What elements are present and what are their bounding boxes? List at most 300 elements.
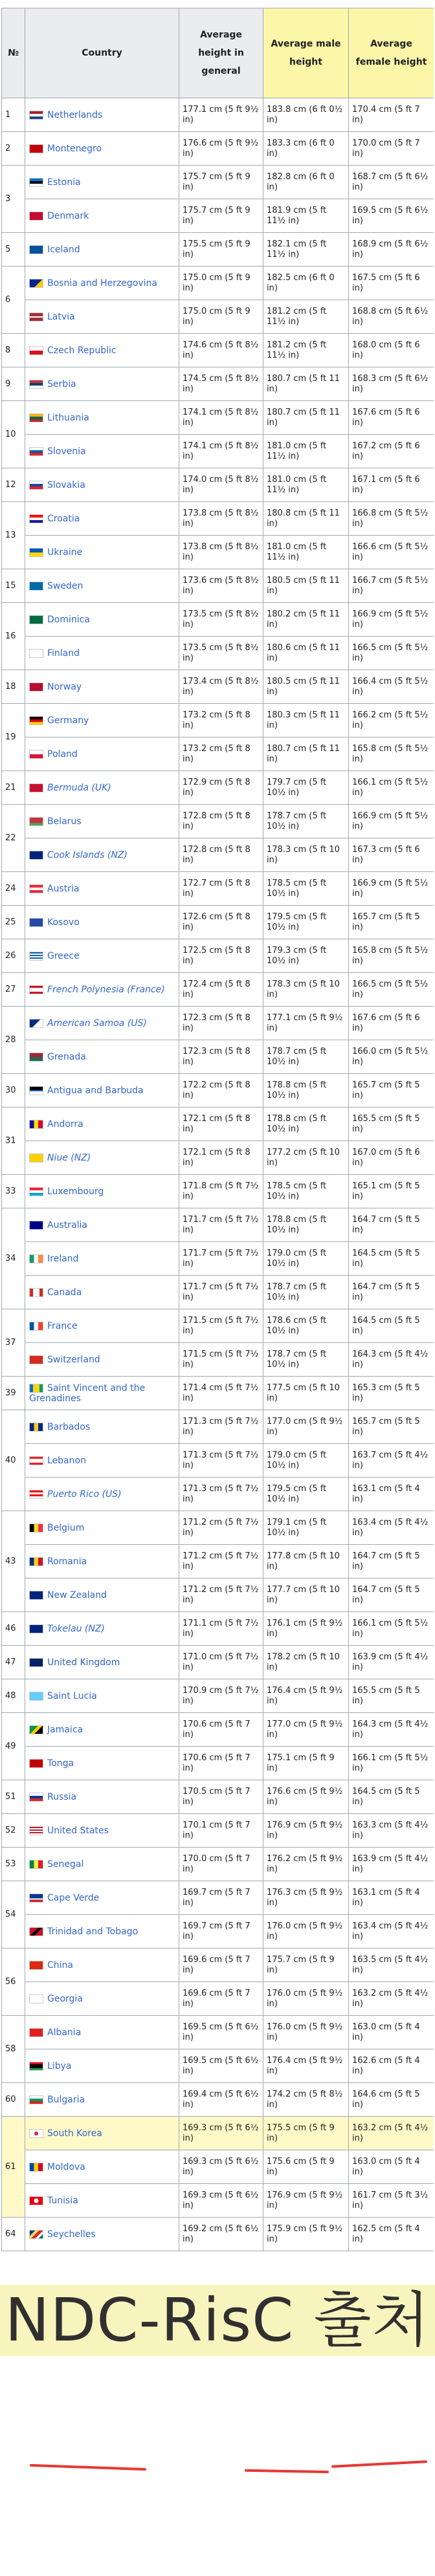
- flag-sc-icon: [29, 2230, 43, 2239]
- flag-to-icon: [29, 1759, 43, 1768]
- flag-tn-icon: [29, 2196, 43, 2205]
- country-link[interactable]: Belgium: [47, 1522, 85, 1533]
- country-link[interactable]: Croatia: [47, 513, 80, 524]
- country-link[interactable]: France: [47, 1320, 78, 1331]
- general-height-cell: 169.3 cm (5 ft 6½ in): [179, 2117, 263, 2150]
- female-height-cell: 166.8 cm (5 ft 5½ in): [349, 502, 434, 536]
- general-height-cell: 169.3 cm (5 ft 6½ in): [179, 2150, 263, 2184]
- country-cell: [25, 199, 179, 233]
- country-link[interactable]: Saint Lucia: [47, 1690, 97, 1701]
- flag-pl-icon: [29, 750, 43, 759]
- male-height-cell: 178.7 cm (5 ft 10½ in): [263, 1343, 349, 1377]
- general-height-cell: 173.5 cm (5 ft 8½ in): [179, 603, 263, 637]
- female-height-cell: 164.5 cm (5 ft 5 in): [349, 1309, 434, 1343]
- general-height-cell: 175.0 cm (5 ft 9 in): [179, 267, 263, 300]
- country-cell: [25, 704, 179, 737]
- country-link[interactable]: Denmark: [47, 210, 89, 221]
- male-height-cell: 175.9 cm (5 ft 9½ in): [263, 2218, 349, 2251]
- table-row: [2, 536, 434, 569]
- general-height-cell: 172.1 cm (5 ft 8 in): [179, 1108, 263, 1141]
- female-height-cell: 170.4 cm (5 ft 7 in): [349, 98, 434, 132]
- table-row: [2, 2083, 434, 2117]
- country-cell: [25, 1208, 179, 1242]
- country-cell: [25, 233, 179, 267]
- country-link[interactable]: Senegal: [47, 1859, 84, 1870]
- general-height-cell: 171.4 cm (5 ft 7½ in): [179, 1377, 263, 1410]
- flag-cz-icon: [29, 346, 43, 355]
- female-height-cell: 170.0 cm (5 ft 7 in): [349, 132, 434, 166]
- country-cell: [25, 670, 179, 704]
- general-height-cell: 173.4 cm (5 ft 8½ in): [179, 670, 263, 704]
- table-row: [2, 1343, 434, 1377]
- general-height-cell: 172.2 cm (5 ft 8 in): [179, 1074, 263, 1108]
- country-cell: [25, 1511, 179, 1545]
- general-height-cell: 171.2 cm (5 ft 7½ in): [179, 1511, 263, 1545]
- female-height-cell: 166.7 cm (5 ft 5½ in): [349, 569, 434, 603]
- table-row: [2, 704, 434, 737]
- country-link[interactable]: Dominica: [47, 614, 90, 625]
- table-row: [2, 1881, 434, 1915]
- country-link[interactable]: Georgia: [47, 1993, 83, 2004]
- male-height-cell: 175.7 cm (5 ft 9 in): [263, 1948, 349, 1982]
- country-link[interactable]: Austria: [47, 883, 80, 894]
- flag-al-icon: [29, 2028, 43, 2037]
- country-link[interactable]: Niue (NZ): [47, 1152, 91, 1163]
- table-row: [2, 670, 434, 704]
- country-cell: [25, 1377, 179, 1410]
- rank-cell: 10: [2, 401, 25, 468]
- country-link[interactable]: Jamaica: [47, 1724, 84, 1735]
- female-height-cell: 165.8 cm (5 ft 5½ in): [349, 737, 434, 771]
- country-link[interactable]: Antigua and Barbuda: [47, 1085, 144, 1096]
- table-row: [2, 2184, 434, 2218]
- general-height-cell: 170.6 cm (5 ft 7 in): [179, 1713, 263, 1747]
- country-link[interactable]: Ukraine: [47, 547, 83, 558]
- header-male-height[interactable]: Average male height: [263, 8, 349, 98]
- header-rank[interactable]: №: [2, 8, 25, 98]
- flag-ba-icon: [29, 279, 43, 288]
- country-link[interactable]: Tunisia: [47, 2195, 78, 2206]
- flag-si-icon: [29, 447, 43, 456]
- country-cell: [25, 2049, 179, 2083]
- country-cell: [25, 502, 179, 536]
- flag-au-icon: [29, 1221, 43, 1230]
- country-link[interactable]: Saint Vincent and the Grenadines: [29, 1382, 146, 1404]
- country-cell: [25, 2184, 179, 2218]
- general-height-cell: 177.1 cm (5 ft 9½ in): [179, 98, 263, 132]
- female-height-cell: 165.5 cm (5 ft 5 in): [349, 1108, 434, 1141]
- female-height-cell: 165.7 cm (5 ft 5 in): [349, 906, 434, 939]
- country-link[interactable]: China: [47, 1959, 73, 1970]
- country-cell: [25, 1948, 179, 1982]
- rank-cell: 53: [2, 1848, 25, 1881]
- country-link[interactable]: United Kingdom: [47, 1657, 120, 1668]
- flag-sk-icon: [29, 481, 43, 490]
- flag-is-icon: [29, 245, 43, 254]
- country-link[interactable]: Cape Verde: [47, 1892, 100, 1903]
- general-height-cell: 176.6 cm (5 ft 9½ in): [179, 132, 263, 166]
- general-height-cell: 171.7 cm (5 ft 7½ in): [179, 1208, 263, 1242]
- female-height-cell: 168.7 cm (5 ft 6½ in): [349, 166, 434, 199]
- table-row: [2, 1982, 434, 2016]
- rank-cell: 13: [2, 502, 25, 569]
- rank-cell: 21: [2, 771, 25, 805]
- male-height-cell: 178.7 cm (5 ft 10½ in): [263, 1276, 349, 1309]
- table-row: [2, 1578, 434, 1612]
- country-link[interactable]: Bermuda (UK): [47, 782, 111, 793]
- female-height-cell: 162.6 cm (5 ft 4 in): [349, 2049, 434, 2083]
- flag-ro-icon: [29, 1557, 43, 1566]
- table-row: [2, 2117, 434, 2150]
- flag-ly-icon: [29, 2062, 43, 2071]
- country-link[interactable]: Latvia: [47, 311, 75, 322]
- country-cell: [25, 267, 179, 300]
- table-row: [2, 1108, 434, 1141]
- general-height-cell: 175.7 cm (5 ft 9 in): [179, 199, 263, 233]
- country-link[interactable]: Cook Islands (NZ): [47, 849, 128, 860]
- rank-cell: 46: [2, 1612, 25, 1646]
- general-height-cell: 175.7 cm (5 ft 9 in): [179, 166, 263, 199]
- male-height-cell: 181.0 cm (5 ft 11½ in): [263, 536, 349, 569]
- rank-cell: 52: [2, 1814, 25, 1848]
- general-height-cell: 172.8 cm (5 ft 8 in): [179, 838, 263, 872]
- male-height-cell: 176.4 cm (5 ft 9½ in): [263, 1679, 349, 1713]
- country-cell: [25, 2218, 179, 2251]
- rank-cell: 51: [2, 1780, 25, 1814]
- country-link[interactable]: Switzerland: [47, 1354, 100, 1365]
- flag-tk-icon: [29, 1624, 43, 1633]
- rank-cell: 1: [2, 98, 25, 132]
- country-cell: [25, 637, 179, 670]
- country-link[interactable]: Kosovo: [47, 917, 80, 928]
- male-height-cell: 180.6 cm (5 ft 11 in): [263, 637, 349, 670]
- general-height-cell: 172.3 cm (5 ft 8 in): [179, 1007, 263, 1040]
- table-row: [2, 973, 434, 1007]
- flag-nl-icon: [29, 111, 43, 120]
- country-link[interactable]: French Polynesia (France): [47, 984, 165, 995]
- male-height-cell: 174.2 cm (5 ft 8½ in): [263, 2083, 349, 2117]
- female-height-cell: 163.2 cm (5 ft 4½ in): [349, 2117, 434, 2150]
- rank-cell: 3: [2, 166, 25, 233]
- flag-us-icon: [29, 1826, 43, 1835]
- country-cell: [25, 98, 179, 132]
- rank-cell: 64: [2, 2218, 25, 2251]
- table-row: [2, 468, 434, 502]
- table-row: [2, 1410, 434, 1444]
- male-height-cell: 182.1 cm (5 ft 11½ in): [263, 233, 349, 267]
- general-height-cell: 171.7 cm (5 ft 7½ in): [179, 1242, 263, 1276]
- country-link[interactable]: Slovakia: [47, 479, 85, 490]
- rank-cell: 34: [2, 1208, 25, 1309]
- male-height-cell: 176.0 cm (5 ft 9½ in): [263, 1982, 349, 2016]
- country-link[interactable]: Bosnia and Herzegovina: [47, 278, 157, 289]
- general-height-cell: 173.6 cm (5 ft 8½ in): [179, 569, 263, 603]
- country-cell: [25, 1242, 179, 1276]
- flag-lb-icon: [29, 1456, 43, 1465]
- country-link[interactable]: Barbados: [47, 1421, 91, 1432]
- male-height-cell: 176.6 cm (5 ft 9½ in): [263, 1780, 349, 1814]
- country-link[interactable]: Estonia: [47, 177, 81, 188]
- country-link[interactable]: Iceland: [47, 244, 80, 255]
- country-cell: [25, 2083, 179, 2117]
- country-cell: [25, 1444, 179, 1478]
- country-link[interactable]: Ireland: [47, 1253, 79, 1264]
- flag-cn-icon: [29, 1961, 43, 1970]
- rank-cell: 31: [2, 1108, 25, 1175]
- flag-dm-icon: [29, 615, 43, 624]
- country-cell: [25, 1478, 179, 1511]
- country-link[interactable]: Russia: [47, 1791, 77, 1802]
- country-cell: [25, 435, 179, 468]
- country-cell: [25, 2016, 179, 2049]
- general-height-cell: 169.2 cm (5 ft 6½ in): [179, 2218, 263, 2251]
- female-height-cell: 163.5 cm (5 ft 4½ in): [349, 1948, 434, 1982]
- table-row: [2, 166, 434, 199]
- male-height-cell: 178.3 cm (5 ft 10 in): [263, 838, 349, 872]
- general-height-cell: 169.6 cm (5 ft 7 in): [179, 1948, 263, 1982]
- male-height-cell: 183.3 cm (6 ft 0 in): [263, 132, 349, 166]
- female-height-cell: 166.1 cm (5 ft 5½ in): [349, 1612, 434, 1646]
- rank-cell: 40: [2, 1410, 25, 1511]
- country-link[interactable]: Moldova: [47, 2161, 85, 2172]
- country-link[interactable]: Sweden: [47, 580, 84, 591]
- table-row: [2, 1780, 434, 1814]
- flag-lt-icon: [29, 413, 43, 422]
- rank-cell: 39: [2, 1377, 25, 1410]
- table-wrapper: [1, 8, 434, 2571]
- male-height-cell: 179.0 cm (5 ft 10½ in): [263, 1444, 349, 1478]
- table-row: [2, 1915, 434, 1948]
- male-height-cell: 178.8 cm (5 ft 10½ in): [263, 1108, 349, 1141]
- table-row: [2, 334, 434, 367]
- country-cell: [25, 1074, 179, 1108]
- country-link[interactable]: Grenada: [47, 1051, 86, 1062]
- country-link[interactable]: Seychelles: [47, 2229, 96, 2240]
- general-height-cell: 169.5 cm (5 ft 6½ in): [179, 2016, 263, 2049]
- female-height-cell: 167.0 cm (5 ft 6 in): [349, 1141, 434, 1175]
- country-link[interactable]: United States: [47, 1825, 109, 1836]
- male-height-cell: 178.5 cm (5 ft 10½ in): [263, 872, 349, 906]
- header-row: [2, 8, 434, 98]
- country-cell: [25, 334, 179, 367]
- table-row: [2, 771, 434, 805]
- male-height-cell: 180.3 cm (5 ft 11 in): [263, 704, 349, 737]
- general-height-cell: 173.8 cm (5 ft 8½ in): [179, 536, 263, 569]
- general-height-cell: 171.3 cm (5 ft 7½ in): [179, 1444, 263, 1478]
- flag-ad-icon: [29, 1120, 43, 1129]
- male-height-cell: 180.5 cm (5 ft 11 in): [263, 569, 349, 603]
- country-cell: [25, 536, 179, 569]
- flag-nz-icon: [29, 1591, 43, 1600]
- country-link[interactable]: Andorra: [47, 1119, 84, 1130]
- general-height-cell: 175.5 cm (5 ft 9 in): [179, 233, 263, 267]
- female-height-cell: 163.7 cm (5 ft 4½ in): [349, 1444, 434, 1478]
- country-cell: [25, 805, 179, 838]
- female-height-cell: 165.7 cm (5 ft 5 in): [349, 1074, 434, 1108]
- table-row: [2, 1276, 434, 1309]
- country-cell: [25, 603, 179, 637]
- male-height-cell: 176.0 cm (5 ft 9½ in): [263, 2016, 349, 2049]
- male-height-cell: 177.7 cm (5 ft 10 in): [263, 1578, 349, 1612]
- male-height-cell: 178.5 cm (5 ft 10½ in): [263, 1175, 349, 1208]
- country-link[interactable]: Luxembourg: [47, 1186, 104, 1197]
- table-body: [2, 98, 434, 2251]
- general-height-cell: 172.9 cm (5 ft 8 in): [179, 771, 263, 805]
- country-cell: [25, 737, 179, 771]
- country-link[interactable]: Czech Republic: [47, 345, 117, 356]
- country-link[interactable]: Tonga: [47, 1758, 74, 1769]
- general-height-cell: 174.5 cm (5 ft 8½ in): [179, 367, 263, 401]
- table-row: [2, 1848, 434, 1881]
- country-link[interactable]: Trinidad and Tobago: [47, 1926, 139, 1937]
- flag-lu-icon: [29, 1187, 43, 1196]
- country-cell: [25, 1848, 179, 1881]
- table-row: [2, 1309, 434, 1343]
- table-row: [2, 1646, 434, 1679]
- country-link[interactable]: Albania: [47, 2027, 82, 2038]
- table-row: [2, 872, 434, 906]
- rank-cell: 43: [2, 1511, 25, 1612]
- country-link[interactable]: Norway: [47, 681, 82, 692]
- header-general-height[interactable]: Average height in general: [179, 8, 263, 98]
- table-row: [2, 367, 434, 401]
- country-link[interactable]: Libya: [47, 2060, 72, 2071]
- rank-cell: 58: [2, 2016, 25, 2083]
- male-height-cell: 175.6 cm (5 ft 9 in): [263, 2150, 349, 2184]
- country-link[interactable]: Montenegro: [47, 143, 102, 154]
- rank-cell: 24: [2, 872, 25, 906]
- flag-ua-icon: [29, 548, 43, 557]
- country-cell: [25, 1007, 179, 1040]
- male-height-cell: 181.2 cm (5 ft 11½ in): [263, 300, 349, 334]
- rank-cell: 60: [2, 2083, 25, 2117]
- country-link[interactable]: Finland: [47, 648, 80, 659]
- country-link[interactable]: Bulgaria: [47, 2094, 85, 2105]
- male-height-cell: 178.7 cm (5 ft 10½ in): [263, 1040, 349, 1074]
- female-height-cell: 166.4 cm (5 ft 5½ in): [349, 670, 434, 704]
- male-height-cell: 179.5 cm (5 ft 10½ in): [263, 1478, 349, 1511]
- flag-ru-icon: [29, 1793, 43, 1802]
- rank-cell: 16: [2, 603, 25, 670]
- country-link[interactable]: Romania: [47, 1556, 87, 1567]
- header-female-height[interactable]: Average female height: [349, 8, 434, 98]
- general-height-cell: 170.6 cm (5 ft 7 in): [179, 1747, 263, 1780]
- female-height-cell: 168.9 cm (5 ft 6½ in): [349, 233, 434, 267]
- table-row: [2, 1545, 434, 1578]
- country-cell: [25, 1343, 179, 1377]
- country-link[interactable]: Germany: [47, 715, 89, 726]
- male-height-cell: 177.1 cm (5 ft 9½ in): [263, 1007, 349, 1040]
- country-link[interactable]: Tokelau (NZ): [47, 1623, 105, 1634]
- male-height-cell: 180.2 cm (5 ft 11 in): [263, 603, 349, 637]
- country-cell: [25, 906, 179, 939]
- table-row: [2, 1007, 434, 1040]
- female-height-cell: 166.9 cm (5 ft 5½ in): [349, 805, 434, 838]
- country-cell: [25, 838, 179, 872]
- rank-cell: 26: [2, 939, 25, 973]
- female-height-cell: 166.1 cm (5 ft 5½ in): [349, 1747, 434, 1780]
- country-cell: [25, 300, 179, 334]
- country-link[interactable]: Canada: [47, 1287, 82, 1298]
- male-height-cell: 179.1 cm (5 ft 10½ in): [263, 1511, 349, 1545]
- male-height-cell: 180.7 cm (5 ft 11 in): [263, 367, 349, 401]
- male-height-cell: 178.2 cm (5 ft 10 in): [263, 1646, 349, 1679]
- general-height-cell: 172.5 cm (5 ft 8 in): [179, 939, 263, 973]
- male-height-cell: 177.0 cm (5 ft 9½ in): [263, 1410, 349, 1444]
- flag-me-icon: [29, 144, 43, 153]
- female-height-cell: 169.5 cm (5 ft 6½ in): [349, 199, 434, 233]
- female-height-cell: 167.5 cm (5 ft 6 in): [349, 267, 434, 300]
- country-link[interactable]: Puerto Rico (US): [47, 1489, 122, 1500]
- flag-pf-icon: [29, 985, 43, 994]
- male-height-cell: 181.2 cm (5 ft 11½ in): [263, 334, 349, 367]
- country-link[interactable]: Serbia: [47, 378, 76, 389]
- general-height-cell: 172.4 cm (5 ft 8 in): [179, 973, 263, 1007]
- female-height-cell: 168.8 cm (5 ft 6½ in): [349, 300, 434, 334]
- country-cell: [25, 1646, 179, 1679]
- general-height-cell: 172.8 cm (5 ft 8 in): [179, 805, 263, 838]
- male-height-cell: 180.8 cm (5 ft 11 in): [263, 502, 349, 536]
- country-cell: [25, 1175, 179, 1208]
- country-link[interactable]: Australia: [47, 1219, 87, 1230]
- country-link[interactable]: Lebanon: [47, 1455, 86, 1466]
- male-height-cell: 176.4 cm (5 ft 9½ in): [263, 2049, 349, 2083]
- female-height-cell: 163.1 cm (5 ft 4 in): [349, 1478, 434, 1511]
- flag-sn-icon: [29, 1860, 43, 1869]
- country-cell: [25, 1780, 179, 1814]
- flag-kr-icon: [29, 2129, 43, 2138]
- flag-ag-icon: [29, 1086, 43, 1095]
- female-height-cell: 166.6 cm (5 ft 5½ in): [349, 536, 434, 569]
- general-height-cell: 173.2 cm (5 ft 8 in): [179, 737, 263, 771]
- general-height-cell: 173.2 cm (5 ft 8 in): [179, 704, 263, 737]
- general-height-cell: 170.9 cm (5 ft 7½ in): [179, 1679, 263, 1713]
- female-height-cell: 163.4 cm (5 ft 4½ in): [349, 1511, 434, 1545]
- table-row: [2, 1511, 434, 1545]
- female-height-cell: 166.5 cm (5 ft 5½ in): [349, 637, 434, 670]
- table-row: [2, 1175, 434, 1208]
- country-cell: [25, 1410, 179, 1444]
- table-row: [2, 603, 434, 637]
- general-height-cell: 172.1 cm (5 ft 8 in): [179, 1141, 263, 1175]
- female-height-cell: 165.5 cm (5 ft 5 in): [349, 1679, 434, 1713]
- country-cell: [25, 1814, 179, 1848]
- country-cell: [25, 1881, 179, 1915]
- country-link[interactable]: South Korea: [47, 2128, 102, 2139]
- female-height-cell: 165.7 cm (5 ft 5 in): [349, 1410, 434, 1444]
- country-link[interactable]: Netherlands: [47, 109, 103, 120]
- country-link[interactable]: American Samoa (US): [47, 1018, 147, 1029]
- header-country[interactable]: Country: [25, 8, 179, 98]
- female-height-cell: 164.5 cm (5 ft 5 in): [349, 1242, 434, 1276]
- general-height-cell: 174.1 cm (5 ft 8½ in): [179, 435, 263, 468]
- flag-ge-icon: [29, 1994, 43, 2003]
- rank-cell: 49: [2, 1713, 25, 1780]
- country-link[interactable]: Slovenia: [47, 446, 86, 457]
- country-link[interactable]: Lithuania: [47, 412, 89, 423]
- rank-cell: 9: [2, 367, 25, 401]
- country-cell: [25, 872, 179, 906]
- table-row: [2, 1612, 434, 1646]
- male-height-cell: 176.9 cm (5 ft 9½ in): [263, 1814, 349, 1848]
- country-cell: [25, 1545, 179, 1578]
- country-cell: [25, 1578, 179, 1612]
- country-link[interactable]: Belarus: [47, 816, 82, 827]
- male-height-cell: 181.0 cm (5 ft 11½ in): [263, 468, 349, 502]
- country-link[interactable]: New Zealand: [47, 1589, 107, 1600]
- country-link[interactable]: Greece: [47, 950, 80, 961]
- country-link[interactable]: Poland: [47, 748, 78, 759]
